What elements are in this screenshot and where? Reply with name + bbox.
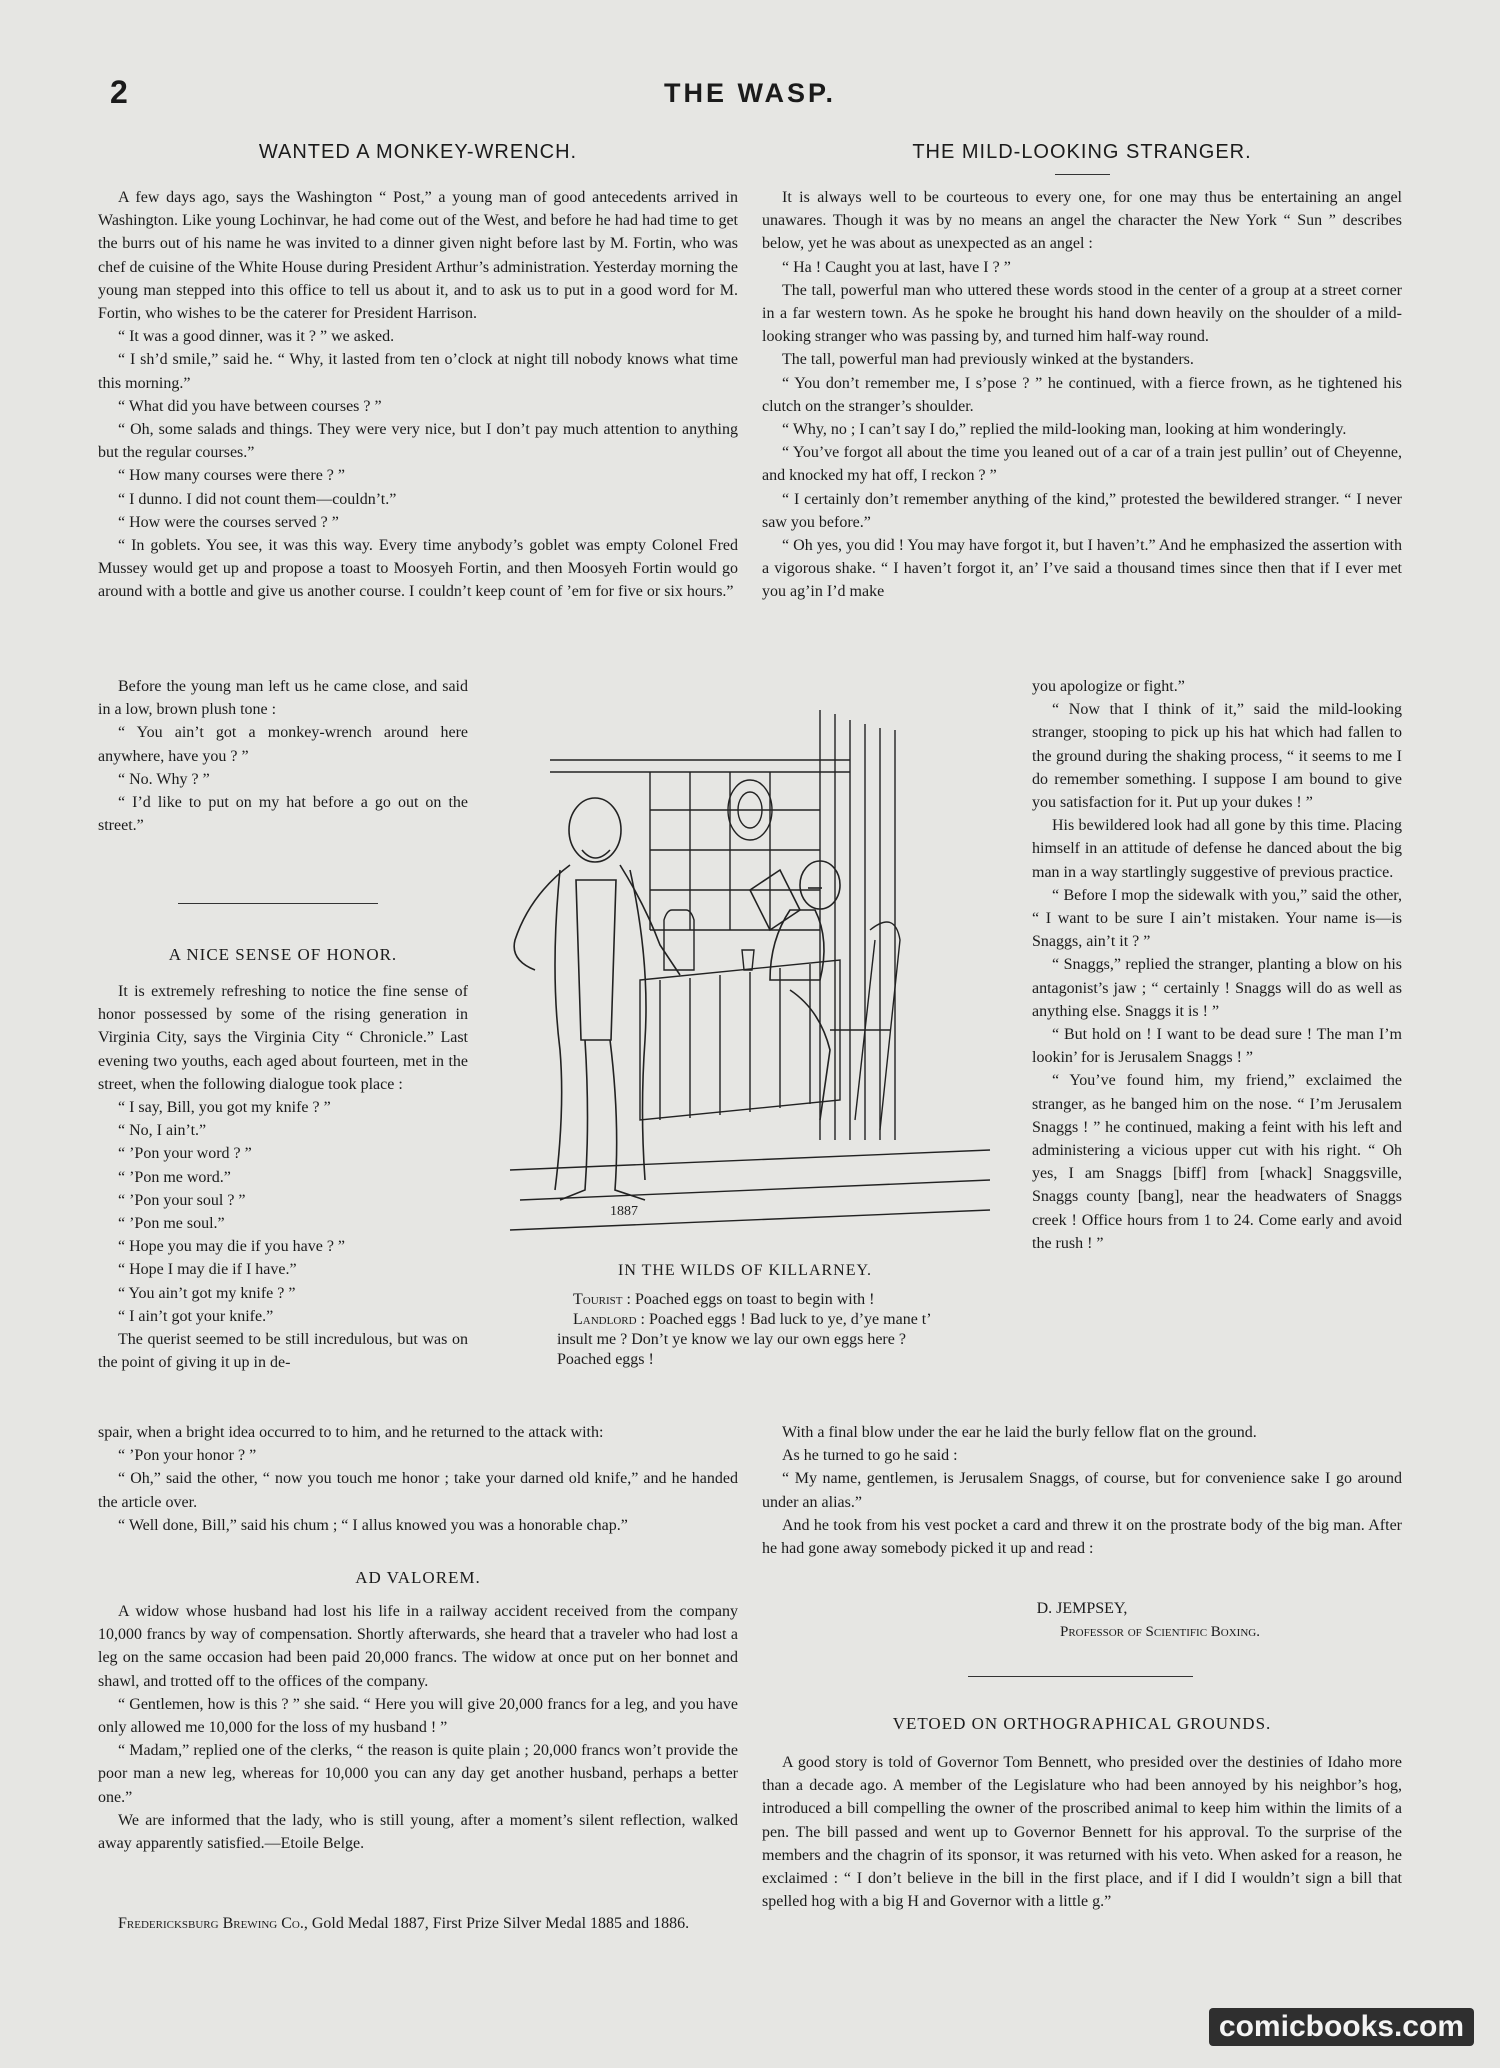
paragraph: “ Madam,” replied one of the clerks, “ the reason is quite plain ; 20,000 francs won’t provide the poor man a new leg, whereas for 10,000 you can any day get another husband, perhaps a better one.” — [98, 1742, 738, 1806]
caption-tourist — [557, 1290, 937, 1310]
stranger-body-narrow — [1032, 675, 1402, 1255]
advert-company: Fredericksburg Brewing Co., — [118, 1915, 308, 1932]
paragraph: “ I sh’d smile,” said he. “ Why, it lasted from ten o’clock at night till nobody knows what time this morning.” — [98, 351, 738, 392]
monkey-body — [98, 186, 738, 604]
paragraph: “ How many courses were there ? ” — [118, 467, 346, 485]
paragraph: “ Well done, Bill,” said his chum ; “ I allus knowed you was a honorable chap.” — [118, 1516, 628, 1534]
honor-title: A NICE SENSE OF HONOR. — [168, 945, 398, 964]
paragraph: The tall, powerful man who uttered these words stood in the center of a group at a street corner in a far western town. As he spoke he brought his hand down heavily on the shoulder of a mild-looking stranger who was passing by, and turned him half-way round. — [762, 281, 1402, 346]
paragraph: “ What did you have between courses ? ” — [118, 397, 382, 415]
paragraph: “ Gentlemen, how is this ? ” she said. “ Here you will give 20,000 francs for a leg, and you have only allowed me 10,000 for the loss of my husband ! ” — [98, 1695, 738, 1737]
site-watermark: comicbooks.com — [1209, 2008, 1474, 2046]
signature-name: D. JEMPSEY, — [1036, 1600, 1128, 1617]
paragraph: “ You ain’t got my knife ? ” — [118, 1284, 296, 1302]
paragraph: “ Hope I may die if I have.” — [118, 1261, 297, 1279]
paragraph: “ I certainly don’t remember anything of the kind,” protested the bewildered stranger. “ I never saw you before.” — [762, 490, 1402, 531]
paragraph: “ Snaggs,” replied the stranger, planting a blow on his antagonist’s jaw ; “ certainly ! Snaggs will do as well as anything else. Snaggs it is ! ” — [1032, 956, 1402, 1020]
stranger-body-top — [762, 186, 1402, 604]
masthead: THE WASP. — [663, 78, 837, 108]
paragraph: “ Now that I think of it,” said the mild-looking stranger, stooping to pick up his hat which had fallen to the ground during the shaking process, “ it seems to me I do remember something. I suppose I am bound to give you satisfaction for it. Put up your dukes ! ” — [1032, 701, 1402, 812]
background-wall-lines — [550, 710, 895, 1140]
table — [640, 960, 840, 1120]
signature-title: Professor of Scientific Boxing. — [1060, 1624, 1260, 1640]
floor — [510, 1150, 990, 1230]
paragraph: spair, when a bright idea occurred to to him, and he returned to the attack with: — [98, 1424, 604, 1441]
paragraph: “ But hold on ! I want to be dead sure ! The man I’m lookin’ for is Jerusalem Snaggs ! ” — [1032, 1026, 1402, 1067]
paragraph: “ Before I mop the sidewalk with you,” said the other, “ I want to be sure I ain’t mistaken. Your name is—is Snaggs, ain’t it ? ” — [1032, 886, 1402, 951]
advert-text: Gold Medal 1887, First Prize Silver Medal 1885 and 1886. — [307, 1915, 690, 1932]
valorem-body — [98, 1600, 738, 1855]
tourist-figure — [750, 861, 840, 1120]
killarney-illustration — [490, 700, 1010, 1260]
paragraph: “ You’ve forgot all about the time you leaned out of a car of a train jest pullin’ out of Cheyenne, and knocked my hat off, I reckon ? ” — [762, 444, 1402, 485]
paragraph: It is extremely refreshing to notice the fine sense of honor possessed by some of the rising generation in Virginia City, says the Virginia City “ Chronicle.” Last evening two youths, each aged about fourteen, met in the street, when the following dialogue took place : — [98, 983, 468, 1093]
paragraph: “ ’Pon me soul.” — [118, 1215, 225, 1233]
paragraph: Before the young man left us he came close, and said in a low, brown plush tone : — [98, 678, 468, 719]
title-underline — [1055, 174, 1110, 175]
paragraph: “ It was a good dinner, was it ? ” we asked. — [118, 328, 395, 346]
page-number: 2 — [110, 74, 128, 110]
honor-body-wide — [98, 1421, 738, 1537]
paragraph: “ You’ve found him, my friend,” exclaimed the stranger, as he banged him on the nose. “ I’m Jerusalem Snaggs ! ” he continued, making a feint with his left and administering a vicious upper cut with his right. “ Oh yes, I am Snaggs [biff] from [whack] Snaggsville, Snaggs county [bang], near the headwaters of Snaggs creek ! Office hours from 1 to 24. Come early and avoid the rush ! ” — [1032, 1072, 1402, 1252]
paragraph: “ Ha ! Caught you at last, have I ? ” — [782, 258, 1011, 276]
paragraph: “ No. Why ? ” — [118, 770, 210, 788]
caption-text: Poached eggs on toast to begin with ! — [630, 1291, 875, 1308]
caption-landlord — [557, 1310, 937, 1370]
section-divider — [178, 903, 378, 904]
paragraph: And he took from his vest pocket a card and threw it on the prostrate body of the big man. After he had gone away somebody picked it up and read : — [762, 1516, 1402, 1558]
valorem-title: AD VALOREM. — [355, 1568, 481, 1587]
paragraph: “ Oh,” said the other, “ now you touch me honor ; take your darned old knife,” and he handed the article over. — [98, 1470, 738, 1511]
paragraph: “ Oh yes, you did ! You may have forgot it, but I haven’t.” And he emphasized the assertion with a vigorous shake. “ I haven’t forgot it, an’ I’ve said a thousand times since then that if I ever met you ag’in I’d make — [762, 537, 1402, 601]
paragraph: With a final blow under the ear he laid the burly fellow flat on the ground. — [782, 1424, 1257, 1441]
caption-text: Poached eggs ! Bad luck to ye, d’ye mane t’ insult me ? Don’t ye know we lay our own eggs here ? Poached eggs ! — [557, 1311, 931, 1368]
paragraph: “ My name, gentlemen, is Jerusalem Snaggs, of course, but for convenience sake I go around under an alias.” — [762, 1470, 1402, 1511]
paragraph: “ I dunno. I did not count them—couldn’t.” — [118, 490, 397, 508]
paragraph: A good story is told of Governor Tom Bennett, who presided over the destinies of Idaho more than a decade ago. A member of the Legislature who had been annoyed by his neighbor’s hog, introduced a bill compelling the owner of the proscribed animal to keep him within the limits of a pen. The bill passed and went up to Governor Bennett for his approval. To the surprise of the members and the chagrin of its sponsor, it was returned with his veto. When asked for a reason, he exclaimed : “ I don’t believe in the bill in the first place, and if I did I wouldn’t sign a bill that spelled hog with a big H and Governor with a little g.” — [762, 1754, 1402, 1911]
honor-body-narrow — [98, 980, 468, 1374]
paragraph: “ You ain’t got a monkey-wrench around here anywhere, have you ? ” — [98, 724, 468, 765]
paragraph: The tall, powerful man had previously winked at the bystanders. — [782, 351, 1194, 369]
paragraph: “ Oh, some salads and things. They were very nice, but I don’t pay much attention to anything but the regular courses.” — [98, 421, 738, 462]
paragraph: you apologize or fight.” — [1032, 678, 1185, 695]
paragraph: “ Why, no ; I can’t say I do,” replied the mild-looking man, looking at him wonderingly. — [782, 421, 1347, 439]
illustration-caption — [557, 1290, 937, 1370]
paragraph: The querist seemed to be still incredulous, but was on the point of giving it up in de- — [98, 1331, 468, 1372]
paragraph: “ I ain’t got your knife.” — [118, 1307, 274, 1325]
paragraph: “ Hope you may die if you have ? ” — [118, 1238, 346, 1256]
section-divider — [968, 1676, 1193, 1677]
monkey-title: WANTED A MONKEY-WRENCH. — [258, 141, 578, 163]
vetoed-body — [762, 1751, 1402, 1913]
paragraph: “ I’d like to put on my hat before a go out on the street.” — [98, 794, 468, 835]
vetoed-title: VETOED ON ORTHOGRAPHICAL GROUNDS. — [892, 1714, 1272, 1733]
paragraph: It is always well to be courteous to every one, for one may thus be entertaining an angel unawares. Though it was by no means an angel the character the New York “ Sun ” describes below, yet he was about as unexpected as an angel : — [762, 189, 1402, 253]
landlord-figure — [514, 798, 680, 1200]
paragraph: “ No, I ain’t.” — [118, 1122, 207, 1140]
paragraph: We are informed that the lady, who is still young, after a moment’s silent reflection, walked away apparently satisfied.—Etoile Belge. — [98, 1811, 738, 1853]
brewing-advert — [98, 1912, 738, 1935]
monkey-body-narrow — [98, 675, 468, 837]
paragraph: “ In goblets. You see, it was this way. Every time anybody’s goblet was empty Colonel Fred Mussey would get up and propose a toast to Moosyeh Fortin, and then Moosyeh Fortin would go around with a bottle and give us another course. I couldn’t keep count of ’em for five or six hours.” — [98, 537, 738, 601]
paragraph: As he turned to go he said : — [782, 1447, 958, 1465]
illustration-caption-title: IN THE WILDS OF KILLARNEY. — [618, 1262, 872, 1279]
stranger-title: THE MILD-LOOKING STRANGER. — [912, 141, 1252, 163]
paragraph: “ ’Pon your soul ? ” — [118, 1191, 246, 1209]
paragraph: A widow whose husband had lost his life in a railway accident received from the company 10,000 francs by way of compensation. Shortly afterwards, she heard that a traveler who had lost a leg on the same occasion had been paid 20,000 francs. The widow at once put on her bonnet and shawl, and trotted off to the offices of the company. — [98, 1603, 738, 1690]
paragraph: “ How were the courses served ? ” — [118, 513, 339, 531]
paragraph: His bewildered look had all gone by this time. Placing himself in an attitude of defense he danced about the big man in a way startlingly suggestive of previous practice. — [1032, 817, 1402, 881]
paragraph: “ ’Pon me word.” — [118, 1168, 231, 1186]
paragraph: “ You don’t remember me, I s’pose ? ” he continued, with a fierce frown, as he tightened his clutch on the stranger’s shoulder. — [762, 374, 1402, 415]
stranger-body-bottom — [762, 1421, 1402, 1560]
paragraph: “ I say, Bill, you got my knife ? ” — [118, 1099, 331, 1117]
paragraph: A few days ago, says the Washington “ Post,” a young man of good antecedents arrived in Washington. Like young Lochinvar, he had come out of the West, and before he had had time to get the burrs out of his name he was invited to a dinner given night before last by M. Fortin, who was chef de cuisine of the White House during President Arthur’s administration. Yesterday morning the young man stepped into this office to tell us about it, and to ask us to put in a good word for M. Fortin, who wishes to be the caterer for President Harrison. — [98, 189, 738, 323]
paragraph: “ ’Pon your honor ? ” — [118, 1447, 257, 1465]
wine-glass — [742, 950, 754, 970]
artist-signature: 1887 — [610, 1204, 638, 1219]
speaker-label: Tourist : — [573, 1291, 631, 1308]
paragraph: “ ’Pon your word ? ” — [118, 1145, 252, 1163]
speaker-label: Landlord : — [573, 1311, 645, 1328]
